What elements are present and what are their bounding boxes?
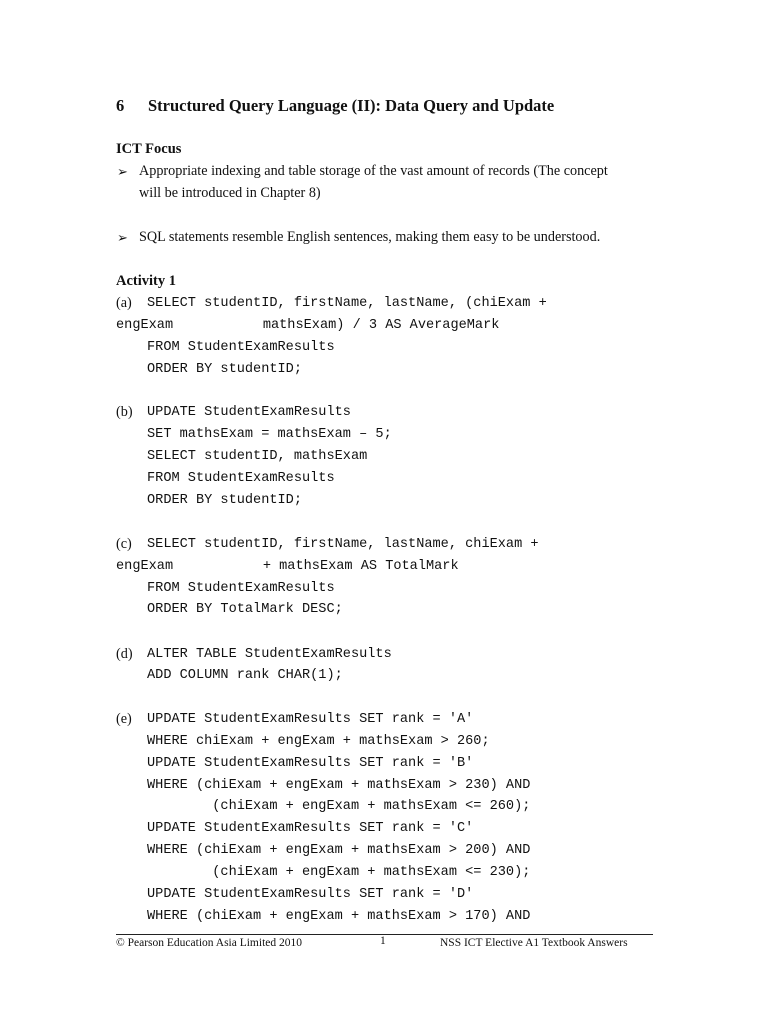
bullet-2-line-1: SQL statements resemble English sentences, making them easy to be understood. <box>139 229 601 245</box>
part-e-code-line: (chiExam + engExam + mathsExam <= 230); <box>147 865 531 880</box>
ict-focus-heading: ICT Focus <box>116 141 182 157</box>
bullet-1-line-1: Appropriate indexing and table storage of the vast amount of records (The concept <box>139 163 608 179</box>
bullet-1-line-2: will be introduced in Chapter 8) <box>139 185 321 201</box>
part-e-code-line: UPDATE StudentExamResults SET rank = 'A' <box>147 712 474 727</box>
part-e-label: (e) <box>116 711 132 727</box>
part-e-code-line: UPDATE StudentExamResults SET rank = 'C' <box>147 821 474 836</box>
footer-page-number: 1 <box>380 935 386 947</box>
part-b-label: (b) <box>116 404 133 420</box>
part-e-code-line: WHERE (chiExam + engExam + mathsExam > 170) AND <box>147 909 531 924</box>
part-d-code-line: ALTER TABLE StudentExamResults <box>147 647 392 662</box>
part-c-code-line: ORDER BY TotalMark DESC; <box>147 602 343 617</box>
part-d-label: (d) <box>116 646 133 662</box>
part-a-code-line: FROM StudentExamResults <box>147 340 335 355</box>
part-e-code-line: UPDATE StudentExamResults SET rank = 'D' <box>147 887 474 902</box>
part-b-code-line: FROM StudentExamResults <box>147 471 335 486</box>
part-b-code-line: UPDATE StudentExamResults <box>147 405 351 420</box>
chapter-number: 6 <box>116 96 125 115</box>
part-c-label: (c) <box>116 536 132 552</box>
bullet-arrow-icon: ➢ <box>117 164 128 179</box>
footer-copyright: © Pearson Education Asia Limited 2010 <box>116 937 302 949</box>
part-e-code-line: WHERE (chiExam + engExam + mathsExam > 200) AND <box>147 843 531 858</box>
part-e-code-line: (chiExam + engExam + mathsExam <= 260); <box>147 799 531 814</box>
part-e-code-line: WHERE chiExam + engExam + mathsExam > 260; <box>147 734 490 749</box>
part-a-code-line: engExam mathsExam) / 3 AS AverageMark <box>116 318 500 333</box>
activity-heading: Activity 1 <box>116 273 176 289</box>
part-a-code-line: ORDER BY studentID; <box>147 362 302 377</box>
chapter-title: Structured Query Language (II): Data Query and Update <box>148 96 555 115</box>
part-b-code-line: SELECT studentID, mathsExam <box>147 449 368 464</box>
part-d-code-line: ADD COLUMN rank CHAR(1); <box>147 668 343 683</box>
part-a-code-line: SELECT studentID, firstName, lastName, (chiExam + <box>147 296 547 311</box>
bullet-arrow-icon: ➢ <box>117 230 128 245</box>
part-e-code-line: WHERE (chiExam + engExam + mathsExam > 230) AND <box>147 778 531 793</box>
part-e-code-line: UPDATE StudentExamResults SET rank = 'B' <box>147 756 474 771</box>
part-a-label: (a) <box>116 295 132 311</box>
part-b-code-line: ORDER BY studentID; <box>147 493 302 508</box>
part-c-code-line: engExam + mathsExam AS TotalMark <box>116 559 459 574</box>
part-c-code-line: SELECT studentID, firstName, lastName, chiExam + <box>147 537 539 552</box>
part-b-code-line: SET mathsExam = mathsExam – 5; <box>147 427 392 442</box>
footer-book-title: NSS ICT Elective A1 Textbook Answers <box>440 937 628 949</box>
part-c-code-line: FROM StudentExamResults <box>147 581 335 596</box>
